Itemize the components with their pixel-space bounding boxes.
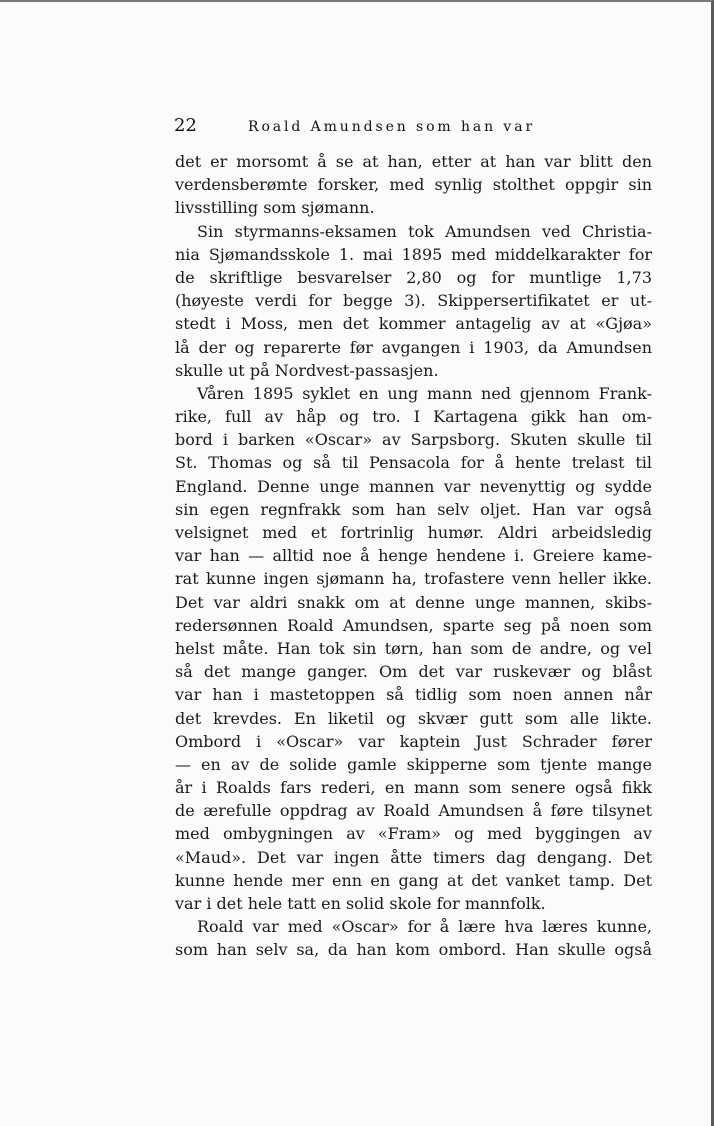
text-line: som han selv sa, da han kom ombord. Han skulle også: [175, 940, 652, 960]
text-line: verdensberømte forsker, med synlig stolthet oppgir sin: [175, 175, 652, 195]
text-line: sin egen regnfrakk som han selv oljet. Han var også: [175, 499, 652, 519]
text-line: med ombygningen av «Fram» og med byggingen av: [175, 824, 652, 844]
text-line: Det var aldri snakk om at denne unge mannen, skibs-: [175, 592, 652, 612]
text-line: kunne hende mer enn en gang at det vanket tamp. Det: [175, 870, 652, 890]
text-line: så det mange ganger. Om det var ruskevær og blåst: [175, 662, 652, 682]
text-line: Roald var med «Oscar» for å lære hva læres kunne,: [197, 917, 652, 937]
text-line: stedt i Moss, men det kommer antagelig av at «Gjøa»: [175, 314, 652, 334]
text-line: livsstilling som sjømann.: [175, 198, 375, 218]
text-line: det krevdes. En liketil og skvær gutt som alle likte.: [175, 708, 652, 728]
text-line: år i Roalds fars rederi, en mann som senere også fikk: [175, 778, 652, 798]
paragraph: [175, 220, 652, 382]
text-line: England. Denne unge mannen var nevenyttig og sydde: [175, 476, 652, 496]
text-line: skulle ut på Nordvest-passasjen.: [175, 360, 439, 380]
text-line: velsignet med et fortrinlig humør. Aldri arbeidsledig: [175, 523, 652, 542]
text-line: de ærefulle oppdrag av Roald Amundsen å føre tilsynet: [175, 801, 652, 821]
text-line: (høyeste verdi for begge 3). Skippersertifikatet er ut-: [175, 291, 652, 311]
text-line: helst måte. Han tok sin tørn, han som de andre, og vel: [175, 638, 652, 658]
text-line: de skriftlige besvarelser 2,80 og for muntlige 1,73: [175, 267, 652, 287]
text-line: bord i barken «Oscar» av Sarpsborg. Skuten skulle til: [175, 430, 652, 450]
paragraph: [175, 382, 652, 915]
text-line: lå der og reparerte før avgangen i 1903, da Amundsen: [175, 337, 652, 357]
page-header: [173, 114, 653, 140]
paragraph: [175, 150, 652, 220]
text-line: rike, full av håp og tro. I Kartagena gikk han om-: [175, 407, 652, 427]
text-line: Våren 1895 syklet en ung mann ned gjennom Frank-: [197, 383, 652, 403]
text-line: «Maud». Det var ingen åtte timers dag dengang. Det: [175, 847, 652, 867]
text-line: var i det hele tatt en solid skole for mannfolk.: [175, 894, 546, 913]
text-line: — en av de solide gamle skipperne som tjente mange: [175, 754, 652, 774]
body-text: [175, 150, 652, 962]
text-line: St. Thomas og så til Pensacola for å hente trelast til: [175, 453, 652, 473]
running-title: Roald Amundsen som han var: [248, 119, 536, 135]
text-line: Sin styrmanns-eksamen tok Amundsen ved Christia-: [197, 221, 652, 241]
text-line: det er morsomt å se at han, etter at han var blitt den: [175, 152, 652, 171]
text-line: nia Sjømandsskole 1. mai 1895 med middelkarakter for: [175, 244, 652, 264]
text-line: rat kunne ingen sjømann ha, trofastere venn heller ikke.: [175, 569, 652, 589]
text-line: var han i mastetoppen så tidlig som noen annen når: [175, 685, 652, 705]
paragraph: [175, 915, 652, 961]
text-line: redersønnen Roald Amundsen, sparte seg på noen som: [175, 615, 652, 635]
text-line: var han — alltid noe å henge hendene i. Greiere kame-: [175, 546, 652, 566]
page-number: 22: [174, 115, 197, 136]
text-line: Ombord i «Oscar» var kaptein Just Schrader fører: [175, 731, 652, 751]
